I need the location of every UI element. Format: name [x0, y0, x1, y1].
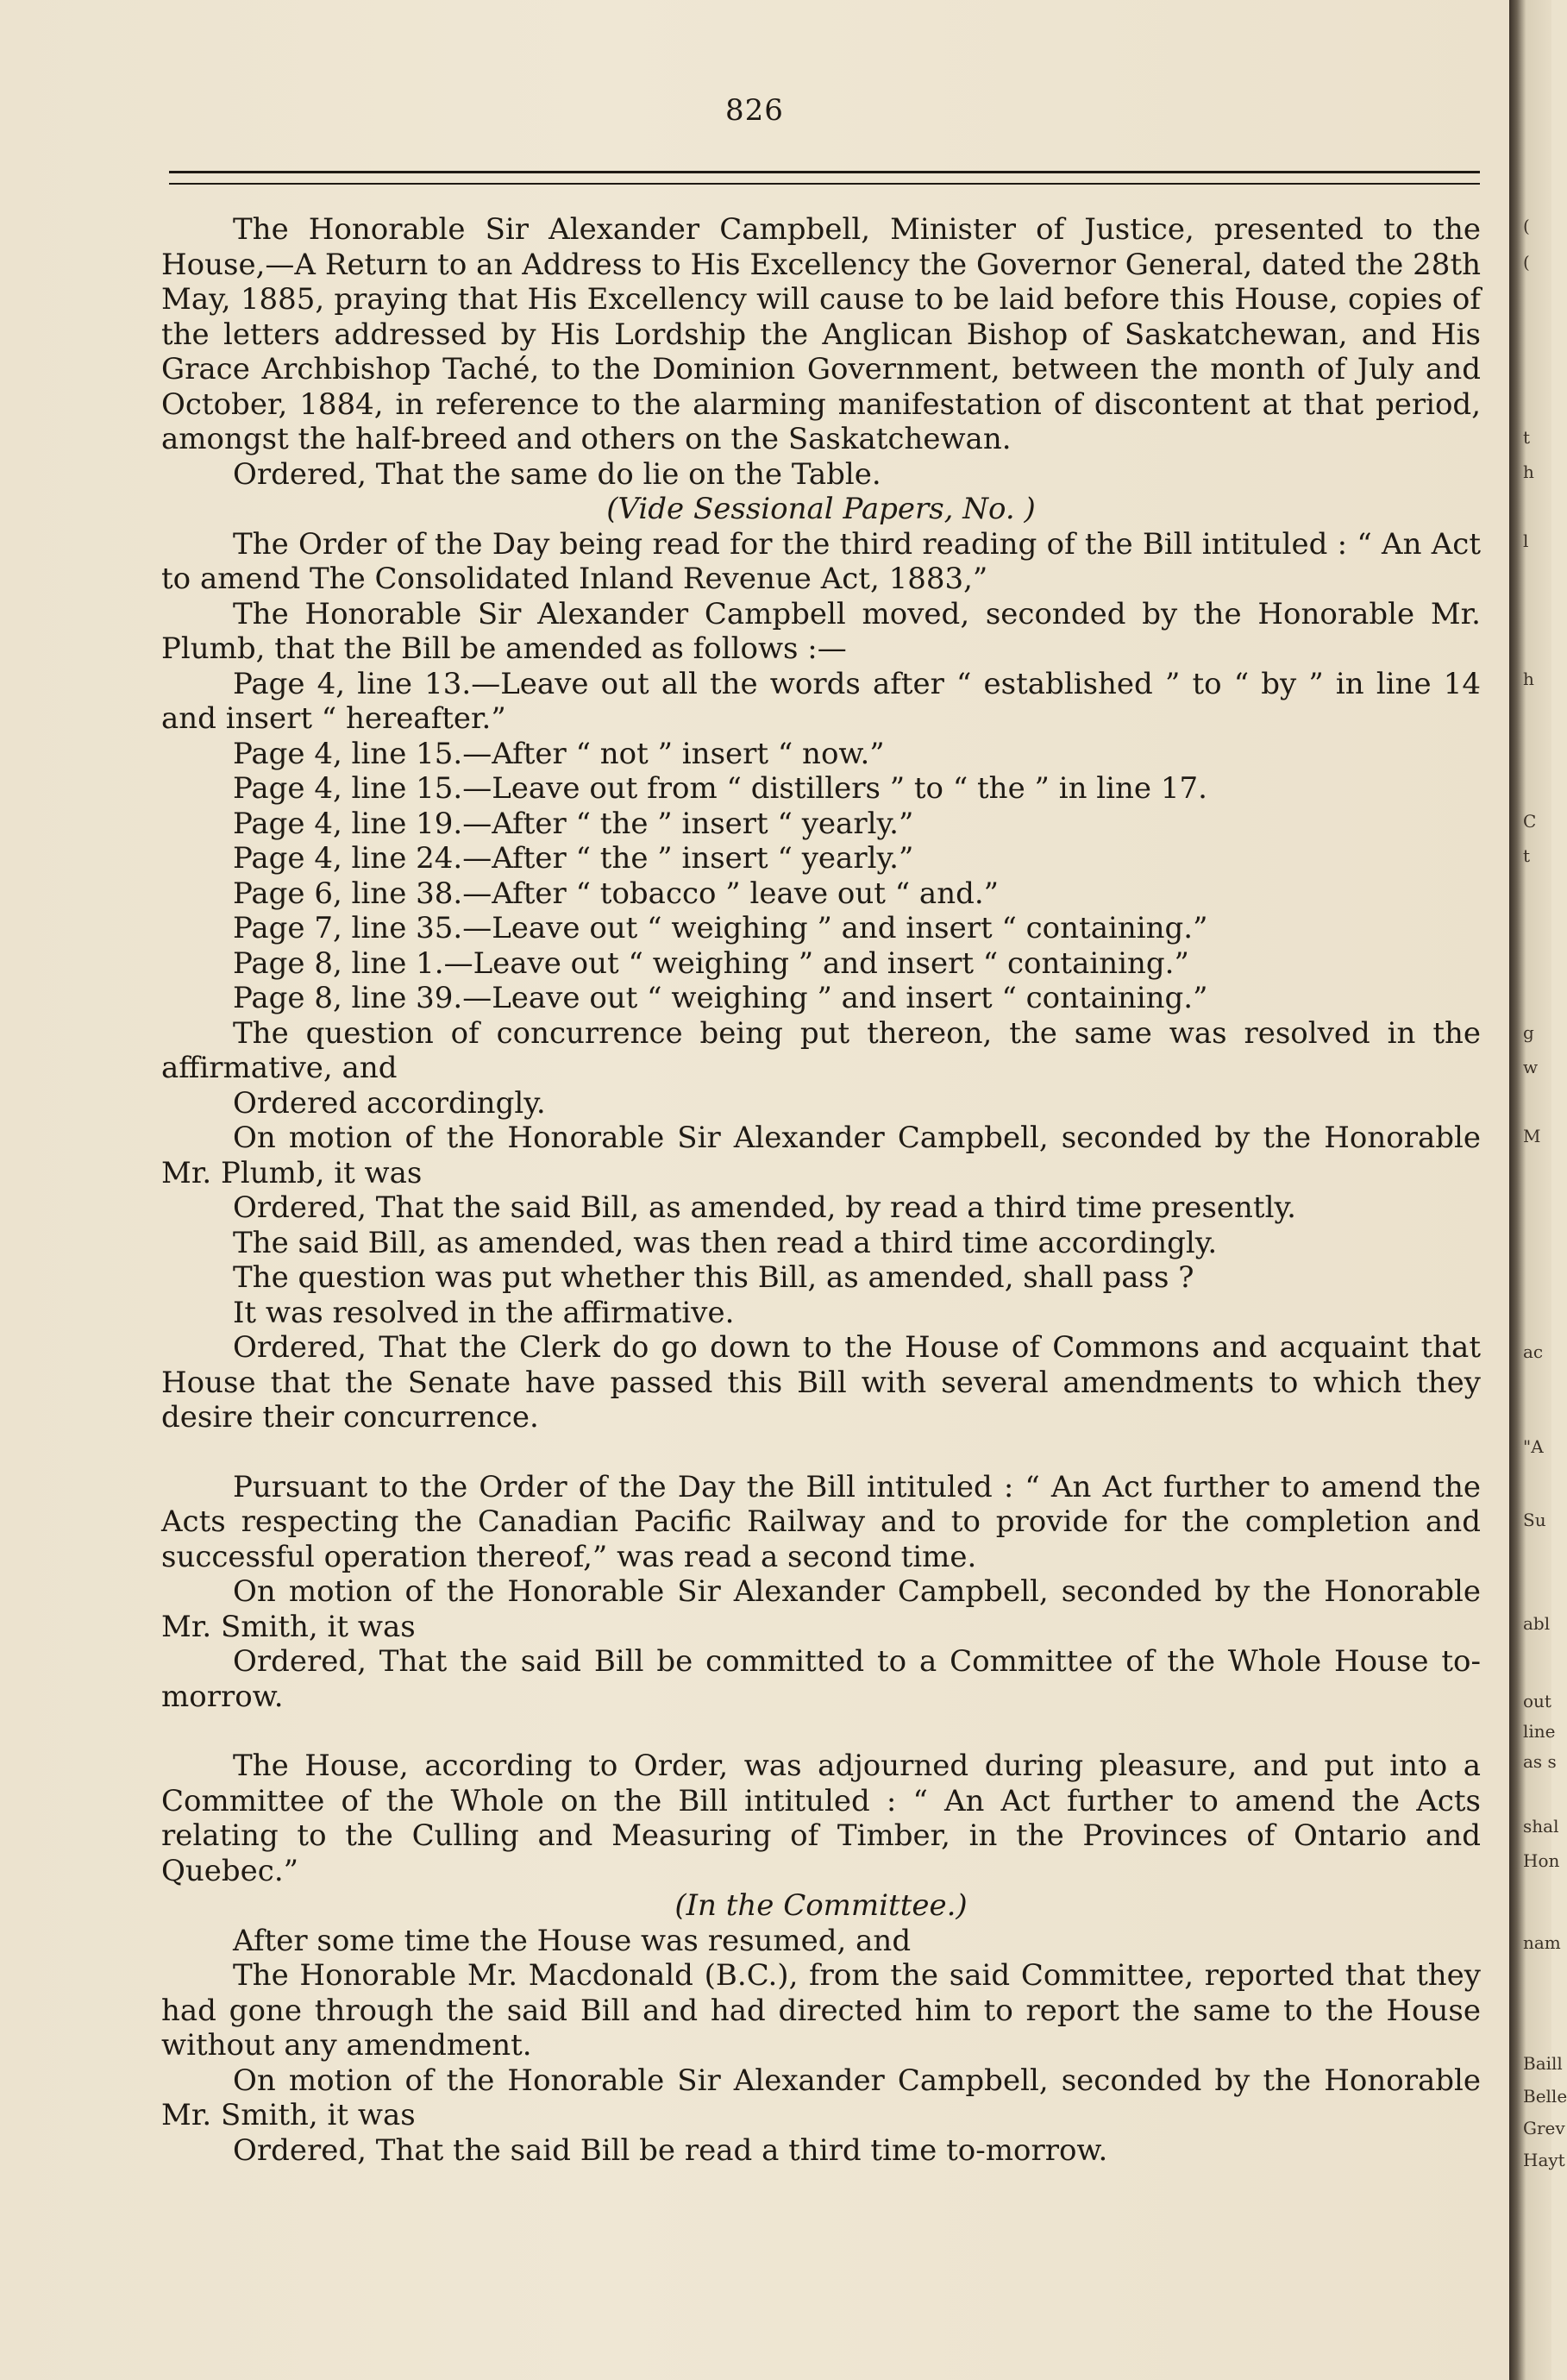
header-rule-thick [169, 171, 1480, 173]
amendment-item: Page 4, line 13.—Leave out all the words after “ established ” to “ by ” in line 14 and insert “ hereafter.” [161, 666, 1481, 736]
fragment-text: "A [1523, 1436, 1544, 1457]
amendment-item: Page 4, line 19.—After “ the ” insert “ yearly.” [233, 806, 914, 841]
fragment-text: ( [1523, 216, 1530, 236]
cpr-bill-second-reading: Pursuant to the Order of the Day the Bill intituled : “ An Act further to amend the Acts respecting the Canadian Pacific Railway and to provide for the completion and successful operation thereof,” was read a second time. [161, 1469, 1481, 1574]
fragment-text: ac [1523, 1341, 1544, 1362]
vide-sessional-papers: (Vide Sessional Papers, No. ) [606, 492, 1036, 526]
fragment-text: t [1523, 427, 1531, 448]
committee-of-whole-paragraph: The House, according to Order, was adjourned during pleasure, and put into a Committee of the Whole on the Bill intituled : “ An Act further to amend the Acts relating to the Culling and Measuring of Timber, in the Provinces of Ontario and Quebec.” [161, 1749, 1481, 1888]
return-presented-paragraph: The Honorable Sir Alexander Campbell, Minister of Justice, presented to the House,—A Return to an Address to His Excellency the Governor General, dated the 28th May, 1885, praying that His Excellency will cause to be laid before this House, copies of the letters addressed by His Lordship the Anglican Bishop of Saskatchewan, and His Grace Archbishop Taché, to the Dominion Government, between the month of July and October, 1884, in reference to the alarming manifestation of discontent at that period, amongst the half-breed and others on the Saskatchewan. [161, 212, 1481, 456]
fragment-text: C [1523, 811, 1537, 832]
committee-report: The Honorable Mr. Macdonald (B.C.), from the said Committee, reported that they had gone through the said Bill and had directed him to report the same to the House without any amendment. [161, 1958, 1481, 2063]
question-put: The question was put whether this Bill, as amended, shall pass ? [233, 1260, 1194, 1295]
fragment-text: as s [1523, 1751, 1557, 1772]
fragment-text: Hayt [1523, 2150, 1565, 2170]
fragment-text: Belle [1523, 2086, 1567, 2107]
ordered-third-reading: Ordered, That the said Bill, as amended, by read a third time presently. [233, 1190, 1296, 1225]
fragment-text: shal [1523, 1816, 1559, 1837]
ordered-committee: Ordered, That the said Bill be committed to a Committee of the Whole House to-morrow. [161, 1644, 1481, 1714]
ordered-accordingly: Ordered accordingly. [233, 1085, 546, 1121]
adjacent-page-fragments [1523, 0, 1567, 2380]
page-body [161, 212, 1481, 2168]
fragment-text: g [1523, 1022, 1534, 1043]
in-committee-heading: (In the Committee.) [674, 1888, 968, 1923]
fragment-text: h [1523, 462, 1534, 482]
fragment-text: line [1523, 1721, 1556, 1742]
house-resumed: After some time the House was resumed, and [233, 1923, 912, 1958]
motion-paragraph: On motion of the Honorable Sir Alexander Campbell, seconded by the Honorable Mr. Smith, it was [161, 2063, 1481, 2132]
amendment-motion: The Honorable Sir Alexander Campbell moved, seconded by the Honorable Mr. Plumb, that the Bill be amended as follows :— [161, 596, 1481, 666]
amendment-item: Page 8, line 1.—Leave out “ weighing ” and insert “ containing.” [233, 945, 1189, 981]
section-gap [161, 1435, 1481, 1470]
amendment-item: Page 6, line 38.—After “ tobacco ” leave out “ and.” [233, 876, 1000, 911]
concurrence-question: The question of concurrence being put thereon, the same was resolved in the affirmative, and [161, 1015, 1481, 1085]
fragment-text: t [1523, 845, 1531, 866]
amendment-item: Page 4, line 24.—After “ the ” insert “ yearly.” [233, 841, 914, 876]
page-number: 826 [725, 93, 784, 128]
amendment-item: Page 4, line 15.—After “ not ” insert “ now.” [233, 736, 885, 771]
resolved-affirmative: It was resolved in the affirmative. [233, 1295, 735, 1330]
fragment-text: l [1523, 531, 1529, 551]
ordered-third-reading-tomorrow: Ordered, That the said Bill be read a third time to-morrow. [233, 2132, 1108, 2168]
read-third-time: The said Bill, as amended, was then read a third time accordingly. [233, 1225, 1218, 1260]
amendment-item: Page 4, line 15.—Leave out from “ distillers ” to “ the ” in line 17. [233, 771, 1207, 806]
header-rule-thin [169, 183, 1480, 185]
third-reading-order: The Order of the Day being read for the third reading of the Bill intituled : “ An Act to amend The Consolidated Inland Revenue Act, 1883,” [161, 526, 1481, 596]
fragment-text: Hon [1523, 1850, 1560, 1871]
motion-paragraph: On motion of the Honorable Sir Alexander Campbell, seconded by the Honorable Mr. Smith, it was [161, 1574, 1481, 1644]
fragment-text: w [1523, 1057, 1539, 1077]
fragment-text: M [1523, 1126, 1541, 1146]
fragment-text: h [1523, 669, 1534, 689]
fragment-text: Su [1523, 1510, 1546, 1530]
motion-paragraph: On motion of the Honorable Sir Alexander Campbell, seconded by the Honorable Mr. Plumb, it was [161, 1121, 1481, 1190]
amendment-item: Page 7, line 35.—Leave out “ weighing ” and insert “ containing.” [233, 911, 1208, 945]
amendment-item: Page 8, line 39.—Leave out “ weighing ” and insert “ containing.” [233, 981, 1208, 1015]
fragment-text: nam [1523, 1932, 1561, 1953]
ordered-lie-on-table: Ordered, That the same do lie on the Table. [233, 456, 881, 492]
section-gap [161, 1714, 1481, 1749]
fragment-text: ( [1523, 252, 1530, 273]
fragment-text: abl [1523, 1613, 1551, 1634]
fragment-text: Baill [1523, 2053, 1563, 2074]
fragment-text: out [1523, 1691, 1551, 1711]
fragment-text: Grev [1523, 2118, 1565, 2138]
clerk-order: Ordered, That the Clerk do go down to the House of Commons and acquaint that House that the Senate have passed this Bill with several amendments to which they desire their concurrence. [161, 1330, 1481, 1435]
